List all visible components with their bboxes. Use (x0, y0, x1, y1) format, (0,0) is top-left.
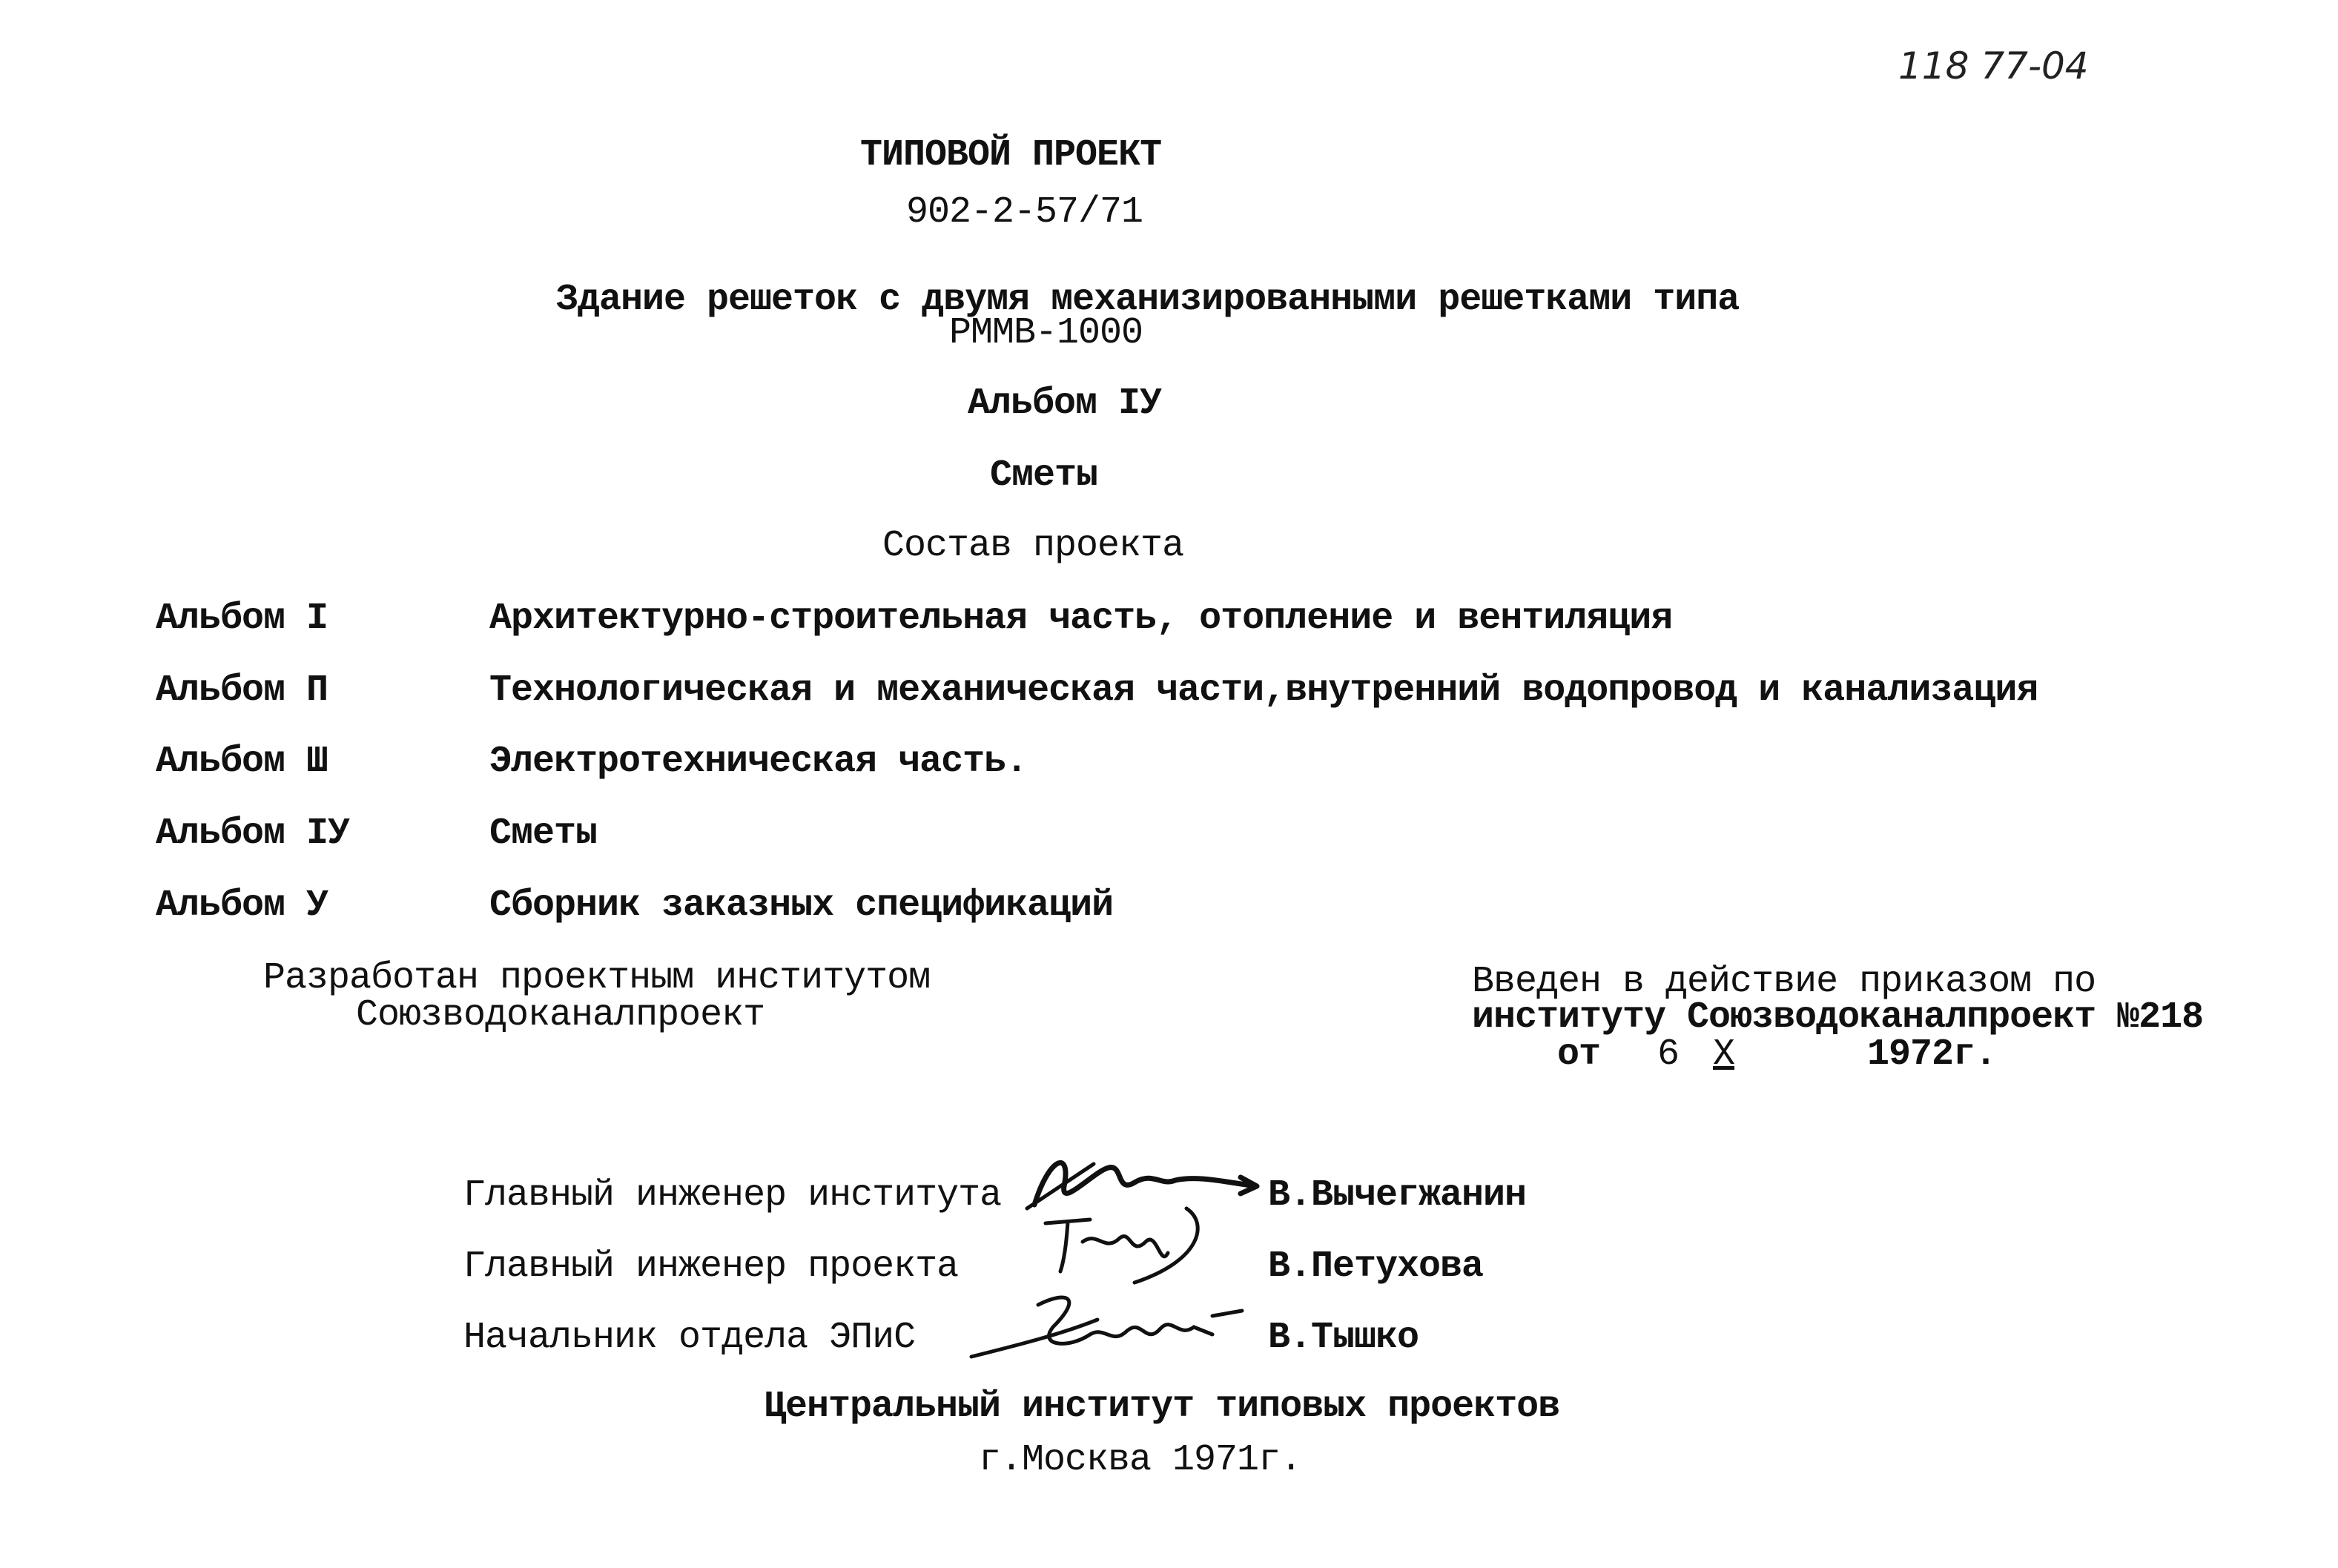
album-number: Альбом IУ (968, 383, 1162, 425)
project-title-type: РММВ-1000 (949, 312, 1143, 354)
footer-city-year: г.Москва 1971г. (979, 1439, 1302, 1481)
signatory-role: Главный инженер проекта (463, 1246, 959, 1288)
album-subject: Сметы (990, 454, 1098, 497)
signatory-role: Начальник отдела ЭПиС (463, 1317, 916, 1359)
composition-heading: Состав проекта (882, 525, 1184, 567)
enactment-order: институту Союзводоканалпроект №218 (1472, 996, 2204, 1039)
project-title: Здание решеток с двумя механизированными решетками типа (556, 279, 1740, 321)
signatory-name: В.Вычегжанин (1268, 1174, 1527, 1217)
date-prefix: от (1557, 1033, 1601, 1076)
album-label: Альбом Ш (156, 741, 328, 783)
signatory-name: В.Тышко (1268, 1317, 1419, 1359)
project-number: 902-2-57/71 (906, 191, 1143, 234)
signatory-role: Главный инженер института (463, 1174, 1002, 1217)
album-label: Альбом У (156, 884, 328, 927)
album-description: Технологическая и механическая части,внутренний водопровод и канализация (489, 669, 2038, 712)
document-type-label: ТИПОВОЙ ПРОЕКТ (860, 134, 1162, 176)
signatory-name: В.Петухова (1268, 1246, 1484, 1288)
developer-line: Разработан проектным институтом (263, 957, 931, 999)
album-label: Альбом I (156, 598, 328, 640)
archive-number: 118 77-04 (1898, 44, 2089, 87)
date-month: Х (1713, 1033, 1735, 1076)
date-year: 1972г. (1867, 1033, 1997, 1076)
signature-image (957, 1275, 1253, 1372)
album-description: Электротехническая часть. (489, 741, 1028, 783)
enactment-line: Введен в действие приказом по (1472, 961, 2096, 1003)
album-description: Сборник заказных спецификаций (489, 884, 1114, 927)
album-description: Архитектурно-строительная часть, отопление и вентиляция (489, 598, 1673, 640)
album-label: Альбом IУ (156, 813, 350, 855)
album-description: Сметы (489, 813, 598, 855)
date-day: 6 (1657, 1033, 1680, 1076)
footer-institute: Центральный институт типовых проектов (764, 1386, 1560, 1428)
album-label: Альбом П (156, 669, 328, 712)
developer-institute: Союзводоканалпроект (356, 994, 765, 1036)
